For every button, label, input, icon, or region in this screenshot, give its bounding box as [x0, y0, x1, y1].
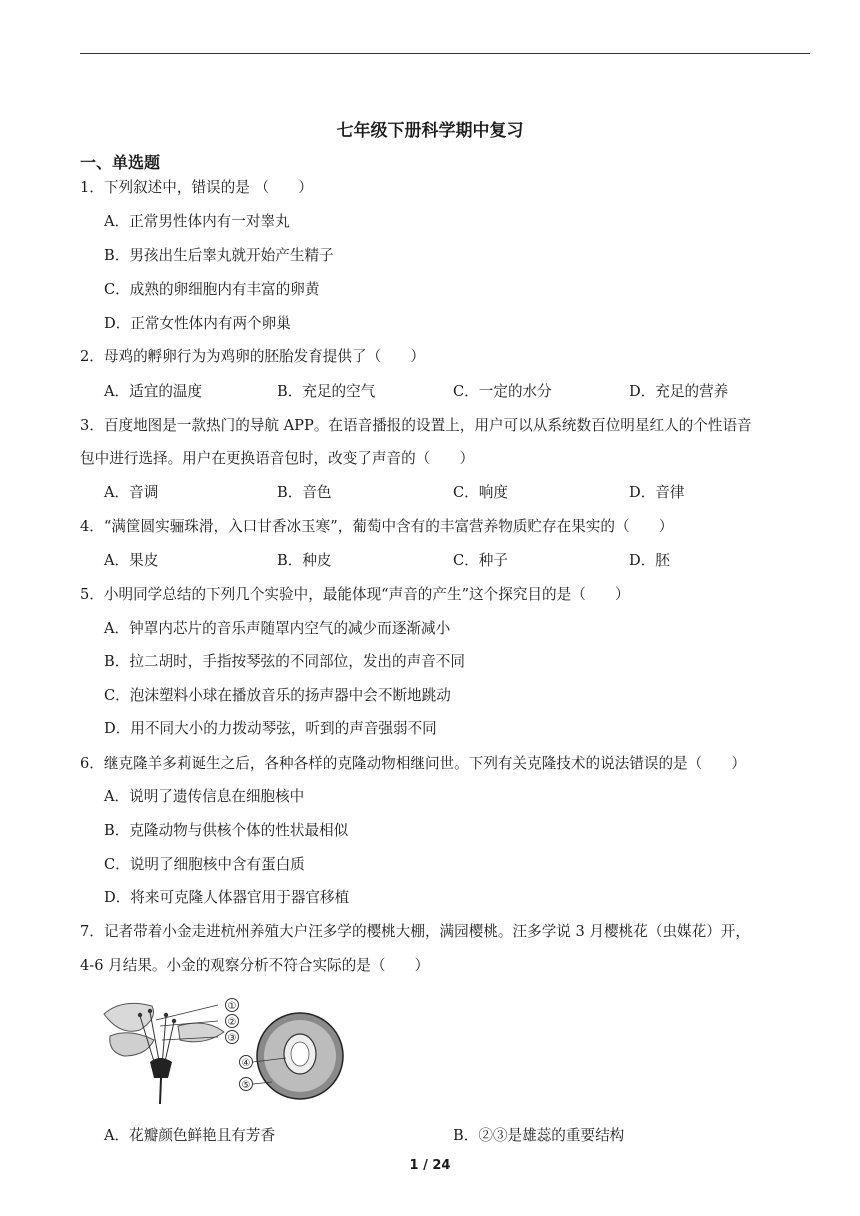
question-7-stem-line-2: 4-6 月结果。小金的观察分析不符合实际的是（ ）: [80, 957, 430, 974]
figure-label-2: ②: [227, 1017, 237, 1028]
figure-label-1: ①: [227, 1001, 237, 1012]
question-6-option-b: B．克隆动物与供核个体的性状最相似: [104, 822, 349, 839]
question-7-option-b: B．②③是雄蕊的重要结构: [453, 1127, 625, 1144]
question-5-stem: 5．小明同学总结的下列几个实验中，最能体现“声音的产生”这个探究目的是（ ）: [80, 586, 630, 603]
question-4-option-a: A．果皮: [104, 552, 159, 569]
question-5-option-d: D．用不同大小的力拨动琴弦，听到的声音强弱不同: [104, 720, 437, 737]
question-1-stem: 1．下列叙述中，错误的是 （ ）: [80, 179, 313, 196]
question-2-option-a: A．适宜的温度: [104, 383, 203, 400]
question-6-stem: 6．继克隆羊多莉诞生之后，各种各样的克隆动物相继问世。下列有关克隆技术的说法错误的是（ ）: [80, 755, 747, 772]
question-2-option-b: B．充足的空气: [277, 383, 376, 400]
section-heading: 一、单选题: [80, 153, 161, 172]
figure-label-5: ⑤: [241, 1080, 251, 1091]
cherry-flower-illustration: [104, 1003, 224, 1104]
question-2-option-c: C．一定的水分: [453, 383, 552, 400]
question-4-stem: 4．“满筐圆实骊珠滑，入口甘香冰玉寒”，葡萄中含有的丰富营养物质贮存在果实的（ ）: [80, 518, 674, 535]
question-3-option-b: B．音色: [277, 484, 332, 501]
question-5-option-c: C．泡沫塑料小球在播放音乐的扬声器中会不断地跳动: [104, 687, 451, 704]
question-6-option-c: C．说明了细胞核中含有蛋白质: [104, 856, 305, 873]
figure-label-3: ③: [227, 1033, 237, 1044]
page-number: 1 / 24: [409, 1158, 451, 1173]
question-4-option-b: B．种皮: [277, 552, 332, 569]
question-6-option-d: D．将来可克隆人体器官用于器官移植: [104, 889, 350, 906]
cherry-fruit-cross-section: [253, 1013, 343, 1099]
header-rule: [80, 53, 810, 54]
figure-callout-circles: [226, 999, 253, 1091]
question-2-stem: 2．母鸡的孵卵行为为鸡卵的胚胎发育提供了（ ）: [80, 348, 425, 365]
question-3-option-d: D．音律: [629, 484, 685, 501]
question-1-option-c: C．成熟的卵细胞内有丰富的卵黄: [104, 281, 320, 298]
question-6-option-a: A．说明了遗传信息在细胞核中: [104, 788, 305, 805]
question-4-option-c: C．种子: [453, 552, 508, 569]
question-1-option-d: D．正常女性体内有两个卵巢: [104, 315, 291, 332]
question-3-option-a: A．音调: [104, 484, 159, 501]
question-1-option-b: B．男孩出生后睾丸就开始产生精子: [104, 247, 334, 264]
question-3-stem-line-2: 包中进行选择。用户在更换语音包时，改变了声音的（ ）: [80, 450, 475, 467]
question-5-option-a: A．钟罩内芯片的音乐声随罩内空气的减少而逐渐减小: [104, 620, 451, 637]
question-7-stem-line-1: 7．记者带着小金走进杭州养殖大户汪多学的樱桃大棚，满园樱桃。汪多学说 3 月樱桃花（虫媒花）开，: [80, 923, 750, 940]
page-title: 七年级下册科学期中复习: [336, 121, 524, 141]
question-1-option-a: A．正常男性体内有一对睾丸: [104, 213, 290, 230]
question-3-option-c: C．响度: [453, 484, 508, 501]
cherry-flower-fruit-figure: [100, 996, 350, 1106]
question-2-option-d: D．充足的营养: [629, 383, 729, 400]
question-7-option-a: A．花瓣颜色鲜艳且有芳香: [104, 1127, 276, 1144]
question-3-stem-line-1: 3．百度地图是一款热门的导航 APP。在语音播报的设置上，用户可以从系统数百位明星红人的个性语音: [80, 417, 752, 434]
question-5-option-b: B．拉二胡时，手指按琴弦的不同部位，发出的声音不同: [104, 653, 465, 670]
figure-label-4: ④: [241, 1058, 251, 1069]
question-4-option-d: D．胚: [629, 552, 670, 569]
